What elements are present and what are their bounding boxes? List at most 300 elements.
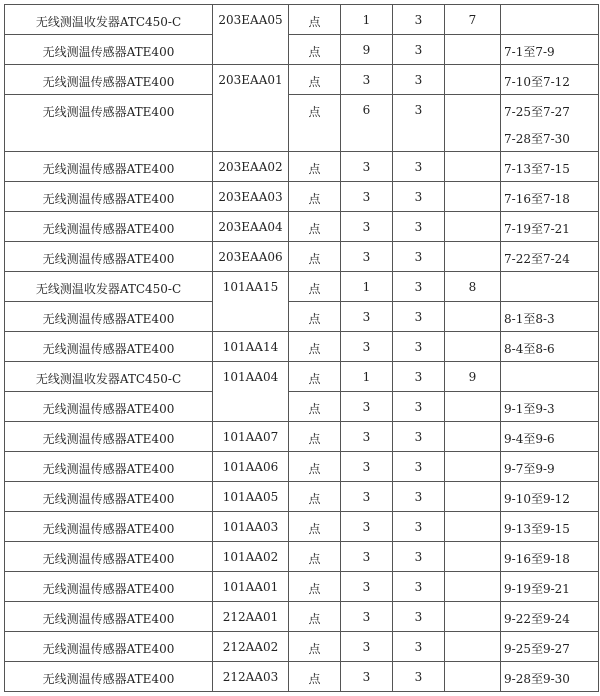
device-name-cell-text: 无线测温传感器ATE400 [42, 192, 175, 206]
unit-cell-text: 点 [308, 552, 321, 566]
count-cell [393, 572, 445, 602]
quantity-cell [341, 362, 393, 392]
quantity-cell [341, 572, 393, 602]
count-cell-text: 3 [414, 550, 423, 564]
unit-cell [289, 452, 341, 482]
unit-cell [289, 35, 341, 65]
count-cell [393, 182, 445, 212]
count-cell-text: 3 [414, 400, 423, 414]
table-row [5, 362, 599, 392]
count-cell-text: 3 [414, 640, 423, 654]
device-name-cell [5, 512, 213, 542]
quantity-cell [341, 212, 393, 242]
count-cell [393, 65, 445, 95]
device-name-cell-text: 无线测温收发器ATC450-C [35, 372, 182, 386]
range-cell-text: 7-19至7-21 [504, 222, 570, 236]
count-cell [393, 452, 445, 482]
quantity-cell [341, 152, 393, 182]
unit-cell-text: 点 [308, 45, 321, 59]
device-code-cell [213, 65, 289, 152]
device-name-cell-text: 无线测温传感器ATE400 [42, 432, 175, 446]
count-cell-text: 3 [414, 340, 423, 354]
device-name-cell [5, 362, 213, 392]
device-code-cell-text: 101AA06 [222, 460, 279, 474]
device-code-cell-text: 101AA03 [222, 520, 279, 534]
range-cell-text: 9-10至9-12 [504, 492, 570, 506]
device-code-cell [213, 242, 289, 272]
unit-cell-text: 点 [308, 462, 321, 476]
unit-cell [289, 572, 341, 602]
device-code-cell-text: 203EAA03 [218, 190, 283, 204]
group-cell [445, 542, 501, 572]
group-cell [445, 362, 501, 392]
unit-cell [289, 302, 341, 332]
device-name-cell [5, 5, 213, 35]
count-cell [393, 602, 445, 632]
quantity-cell-text: 3 [362, 490, 371, 504]
range-cell [501, 362, 599, 392]
table-row [5, 572, 599, 602]
count-cell [393, 272, 445, 302]
unit-cell-text: 点 [308, 432, 321, 446]
device-name-cell-text: 无线测温传感器ATE400 [42, 612, 175, 626]
device-name-cell [5, 632, 213, 662]
unit-cell [289, 242, 341, 272]
range-cell-text: 7-1至7-9 [504, 45, 555, 59]
range-cell-text: 7-22至7-24 [504, 252, 570, 266]
group-cell [445, 182, 501, 212]
table-row [5, 242, 599, 272]
range-cell-text: 9-22至9-24 [504, 612, 570, 626]
quantity-cell-text: 3 [362, 220, 371, 234]
group-cell-text [445, 512, 500, 520]
quantity-cell [341, 272, 393, 302]
range-cell-text: 9-4至9-6 [504, 432, 555, 446]
table-row [5, 95, 599, 152]
range-cell-text: 9-1至9-3 [504, 402, 555, 416]
table-row [5, 5, 599, 35]
count-cell-text: 3 [414, 610, 423, 624]
device-name-cell-text: 无线测温传感器ATE400 [42, 222, 175, 236]
quantity-cell-text: 3 [362, 430, 371, 444]
quantity-cell [341, 632, 393, 662]
device-name-cell-text: 无线测温传感器ATE400 [42, 462, 175, 476]
table-row [5, 65, 599, 95]
device-code-cell-text: 101AA01 [222, 580, 279, 594]
device-name-cell-text: 无线测温传感器ATE400 [42, 312, 175, 326]
device-code-cell-text: 212AA02 [222, 640, 279, 654]
group-cell-text [445, 542, 500, 550]
group-cell [445, 95, 501, 152]
count-cell [393, 422, 445, 452]
unit-cell [289, 152, 341, 182]
table-row [5, 512, 599, 542]
device-code-cell [213, 512, 289, 542]
group-cell-text [445, 65, 500, 73]
quantity-cell-text: 3 [362, 520, 371, 534]
group-cell-text: 8 [468, 280, 477, 294]
range-cell [501, 302, 599, 332]
device-name-cell-text: 无线测温传感器ATE400 [42, 162, 175, 176]
count-cell-text: 3 [414, 520, 423, 534]
group-cell-text [445, 392, 500, 400]
group-cell [445, 572, 501, 602]
group-cell [445, 512, 501, 542]
device-name-cell-text: 无线测温传感器ATE400 [42, 75, 175, 89]
group-cell [445, 482, 501, 512]
device-name-cell [5, 392, 213, 422]
device-code-cell-text: 101AA14 [222, 340, 279, 354]
quantity-cell-text: 3 [362, 670, 371, 684]
group-cell [445, 452, 501, 482]
count-cell [393, 542, 445, 572]
device-name-cell-text: 无线测温收发器ATC450-C [35, 282, 182, 296]
group-cell [445, 65, 501, 95]
device-code-cell-text: 203EAA05 [218, 13, 283, 27]
unit-cell-text: 点 [308, 372, 321, 386]
range-cell [501, 452, 599, 482]
quantity-cell [341, 512, 393, 542]
unit-cell [289, 512, 341, 542]
group-cell [445, 5, 501, 35]
unit-cell-text: 点 [308, 75, 321, 89]
group-cell-text [445, 35, 500, 43]
group-cell [445, 152, 501, 182]
unit-cell [289, 422, 341, 452]
device-name-cell [5, 602, 213, 632]
table-row [5, 542, 599, 572]
group-cell-text [445, 332, 500, 340]
unit-cell [289, 5, 341, 35]
group-cell [445, 332, 501, 362]
range-cell [501, 272, 599, 302]
range-cell [501, 602, 599, 632]
range-cell [501, 5, 599, 35]
group-cell [445, 242, 501, 272]
count-cell [393, 392, 445, 422]
count-cell-text: 3 [414, 190, 423, 204]
unit-cell [289, 95, 341, 152]
device-code-cell [213, 482, 289, 512]
count-cell-text: 3 [414, 490, 423, 504]
count-cell-text: 3 [414, 160, 423, 174]
range-cell [501, 632, 599, 662]
device-code-cell [213, 182, 289, 212]
range-cell-text: 9-28至9-30 [504, 672, 570, 686]
quantity-cell [341, 422, 393, 452]
device-code-cell-text: 101AA04 [222, 370, 279, 384]
unit-cell [289, 212, 341, 242]
range-cell [501, 572, 599, 602]
group-cell-text [445, 602, 500, 610]
device-code-cell [213, 452, 289, 482]
device-name-cell [5, 212, 213, 242]
quantity-cell-text: 3 [362, 460, 371, 474]
count-cell-text: 3 [414, 280, 423, 294]
device-code-cell-text: 101AA07 [222, 430, 279, 444]
quantity-cell-text: 3 [362, 400, 371, 414]
group-cell [445, 302, 501, 332]
group-cell [445, 212, 501, 242]
unit-cell [289, 392, 341, 422]
unit-cell [289, 65, 341, 95]
unit-cell [289, 272, 341, 302]
range-cell-text: 9-25至9-27 [504, 642, 570, 656]
unit-cell [289, 332, 341, 362]
count-cell-text: 3 [414, 250, 423, 264]
unit-cell-text: 点 [308, 522, 321, 536]
group-cell [445, 272, 501, 302]
device-code-cell [213, 332, 289, 362]
unit-cell [289, 662, 341, 692]
range-cell [501, 35, 599, 65]
table-row [5, 452, 599, 482]
quantity-cell-text: 3 [362, 610, 371, 624]
device-name-cell-text: 无线测温传感器ATE400 [42, 402, 175, 416]
count-cell [393, 302, 445, 332]
range-cell [501, 242, 599, 272]
range-cell-text-2: 7-28至7-30 [504, 132, 570, 146]
range-cell [501, 512, 599, 542]
unit-cell-text: 点 [308, 312, 321, 326]
unit-cell-text: 点 [308, 192, 321, 206]
count-cell-text: 3 [414, 103, 423, 117]
device-name-cell-text: 无线测温传感器ATE400 [42, 582, 175, 596]
quantity-cell [341, 242, 393, 272]
range-cell [501, 542, 599, 572]
quantity-cell [341, 452, 393, 482]
unit-cell-text: 点 [308, 612, 321, 626]
unit-cell-text: 点 [308, 642, 321, 656]
group-cell-text: 7 [468, 13, 477, 27]
range-cell-text: 9-16至9-18 [504, 552, 570, 566]
device-code-cell [213, 662, 289, 692]
device-name-cell [5, 302, 213, 332]
unit-cell-text: 点 [308, 222, 321, 236]
unit-cell-text: 点 [308, 252, 321, 266]
count-cell-text: 3 [414, 430, 423, 444]
table-row [5, 422, 599, 452]
quantity-cell [341, 392, 393, 422]
device-name-cell-text: 无线测温传感器ATE400 [42, 522, 175, 536]
range-cell [501, 95, 599, 152]
group-cell [445, 662, 501, 692]
device-code-cell [213, 422, 289, 452]
group-cell-text [445, 482, 500, 490]
group-cell-text [445, 182, 500, 190]
count-cell [393, 482, 445, 512]
group-cell-text [445, 572, 500, 580]
table-row [5, 332, 599, 362]
device-code-cell-text: 101AA05 [222, 490, 279, 504]
device-name-cell-text: 无线测温传感器ATE400 [42, 492, 175, 506]
range-cell-text: 8-1至8-3 [504, 312, 555, 326]
quantity-cell [341, 182, 393, 212]
table-row [5, 632, 599, 662]
quantity-cell [341, 65, 393, 95]
device-code-cell [213, 212, 289, 242]
unit-cell [289, 632, 341, 662]
unit-cell [289, 362, 341, 392]
device-code-cell [213, 632, 289, 662]
group-cell-text [445, 302, 500, 310]
range-cell-text: 9-7至9-9 [504, 462, 555, 476]
unit-cell-text: 点 [308, 402, 321, 416]
quantity-cell-text: 3 [362, 580, 371, 594]
range-cell [501, 422, 599, 452]
device-code-cell-text: 203EAA06 [218, 250, 283, 264]
quantity-cell [341, 662, 393, 692]
device-name-cell-text: 无线测温传感器ATE400 [42, 642, 175, 656]
table-row [5, 602, 599, 632]
device-code-cell-text: 101AA02 [222, 550, 279, 564]
quantity-cell-text: 3 [362, 190, 371, 204]
group-cell [445, 392, 501, 422]
count-cell-text: 3 [414, 580, 423, 594]
range-cell [501, 182, 599, 212]
range-cell-text: 7-16至7-18 [504, 192, 570, 206]
device-name-cell-text: 无线测温传感器ATE400 [42, 672, 175, 686]
device-name-cell-text: 无线测温传感器ATE400 [42, 342, 175, 356]
quantity-cell-text: 3 [362, 250, 371, 264]
device-code-cell [213, 572, 289, 602]
range-cell [501, 212, 599, 242]
count-cell [393, 212, 445, 242]
count-cell [393, 632, 445, 662]
quantity-cell-text: 3 [362, 310, 371, 324]
range-cell [501, 332, 599, 362]
device-code-cell-text: 203EAA01 [218, 73, 283, 87]
range-cell-text: 7-10至7-12 [504, 75, 570, 89]
table-row [5, 662, 599, 692]
quantity-cell-text: 1 [362, 370, 371, 384]
range-cell-text: 9-19至9-21 [504, 582, 570, 596]
group-cell-text [445, 632, 500, 640]
range-cell [501, 65, 599, 95]
quantity-cell-text: 3 [362, 73, 371, 87]
unit-cell-text: 点 [308, 15, 321, 29]
unit-cell-text: 点 [308, 105, 321, 119]
device-name-cell [5, 152, 213, 182]
group-cell-text: 9 [468, 370, 477, 384]
range-cell-text: 9-13至9-15 [504, 522, 570, 536]
group-cell-text [445, 242, 500, 250]
device-name-cell [5, 662, 213, 692]
quantity-cell [341, 302, 393, 332]
device-name-cell-text: 无线测温传感器ATE400 [42, 252, 175, 266]
device-code-cell-text: 212AA01 [222, 610, 279, 624]
table-row [5, 392, 599, 422]
unit-cell-text: 点 [308, 672, 321, 686]
count-cell [393, 512, 445, 542]
device-name-cell [5, 65, 213, 95]
quantity-cell [341, 542, 393, 572]
range-cell-text: 8-4至8-6 [504, 342, 555, 356]
range-cell-text [504, 272, 598, 280]
quantity-cell [341, 5, 393, 35]
device-code-cell-text: 203EAA04 [218, 220, 283, 234]
group-cell [445, 602, 501, 632]
range-cell-text [504, 362, 598, 370]
device-name-cell-text: 无线测温传感器ATE400 [42, 105, 175, 119]
device-code-cell [213, 152, 289, 182]
group-cell-text [445, 422, 500, 430]
group-cell [445, 632, 501, 662]
device-name-cell [5, 182, 213, 212]
table-row [5, 272, 599, 302]
quantity-cell [341, 602, 393, 632]
count-cell-text: 3 [414, 670, 423, 684]
device-name-cell [5, 272, 213, 302]
device-code-cell-text: 101AA15 [222, 280, 279, 294]
unit-cell-text: 点 [308, 282, 321, 296]
device-name-cell [5, 572, 213, 602]
count-cell-text: 3 [414, 13, 423, 27]
quantity-cell-text: 1 [362, 280, 371, 294]
range-cell [501, 152, 599, 182]
count-cell-text: 3 [414, 460, 423, 474]
device-code-cell-text: 203EAA02 [218, 160, 283, 174]
device-name-cell [5, 242, 213, 272]
device-name-cell [5, 95, 213, 152]
range-cell [501, 662, 599, 692]
range-cell-text: 7-13至7-15 [504, 162, 570, 176]
count-cell-text: 3 [414, 43, 423, 57]
range-cell-text: 7-25至7-27 [504, 105, 570, 119]
count-cell [393, 362, 445, 392]
unit-cell-text: 点 [308, 582, 321, 596]
count-cell [393, 662, 445, 692]
device-name-cell [5, 422, 213, 452]
device-name-cell [5, 452, 213, 482]
quantity-cell-text: 1 [362, 13, 371, 27]
device-code-cell [213, 5, 289, 65]
count-cell-text: 3 [414, 73, 423, 87]
unit-cell [289, 182, 341, 212]
group-cell [445, 35, 501, 65]
device-code-cell [213, 272, 289, 332]
group-cell-text [445, 212, 500, 220]
unit-cell-text: 点 [308, 342, 321, 356]
quantity-cell-text: 3 [362, 550, 371, 564]
device-name-cell [5, 35, 213, 65]
unit-cell-text: 点 [308, 492, 321, 506]
group-cell [445, 422, 501, 452]
group-cell-text [445, 452, 500, 460]
device-code-cell [213, 542, 289, 572]
group-cell-text [445, 95, 500, 103]
count-cell [393, 242, 445, 272]
unit-cell [289, 482, 341, 512]
device-name-cell-text: 无线测温收发器ATC450-C [35, 15, 182, 29]
count-cell-text: 3 [414, 310, 423, 324]
group-cell-text [445, 152, 500, 160]
device-name-cell [5, 542, 213, 572]
count-cell [393, 5, 445, 35]
quantity-cell-text: 3 [362, 160, 371, 174]
quantity-cell-text: 6 [362, 103, 371, 117]
device-table [4, 4, 599, 692]
quantity-cell [341, 482, 393, 512]
device-code-cell [213, 602, 289, 632]
unit-cell-text: 点 [308, 162, 321, 176]
device-code-cell-text: 212AA03 [222, 670, 279, 684]
count-cell [393, 95, 445, 152]
group-cell-text [445, 662, 500, 670]
quantity-cell [341, 95, 393, 152]
table-row [5, 482, 599, 512]
count-cell-text: 3 [414, 220, 423, 234]
